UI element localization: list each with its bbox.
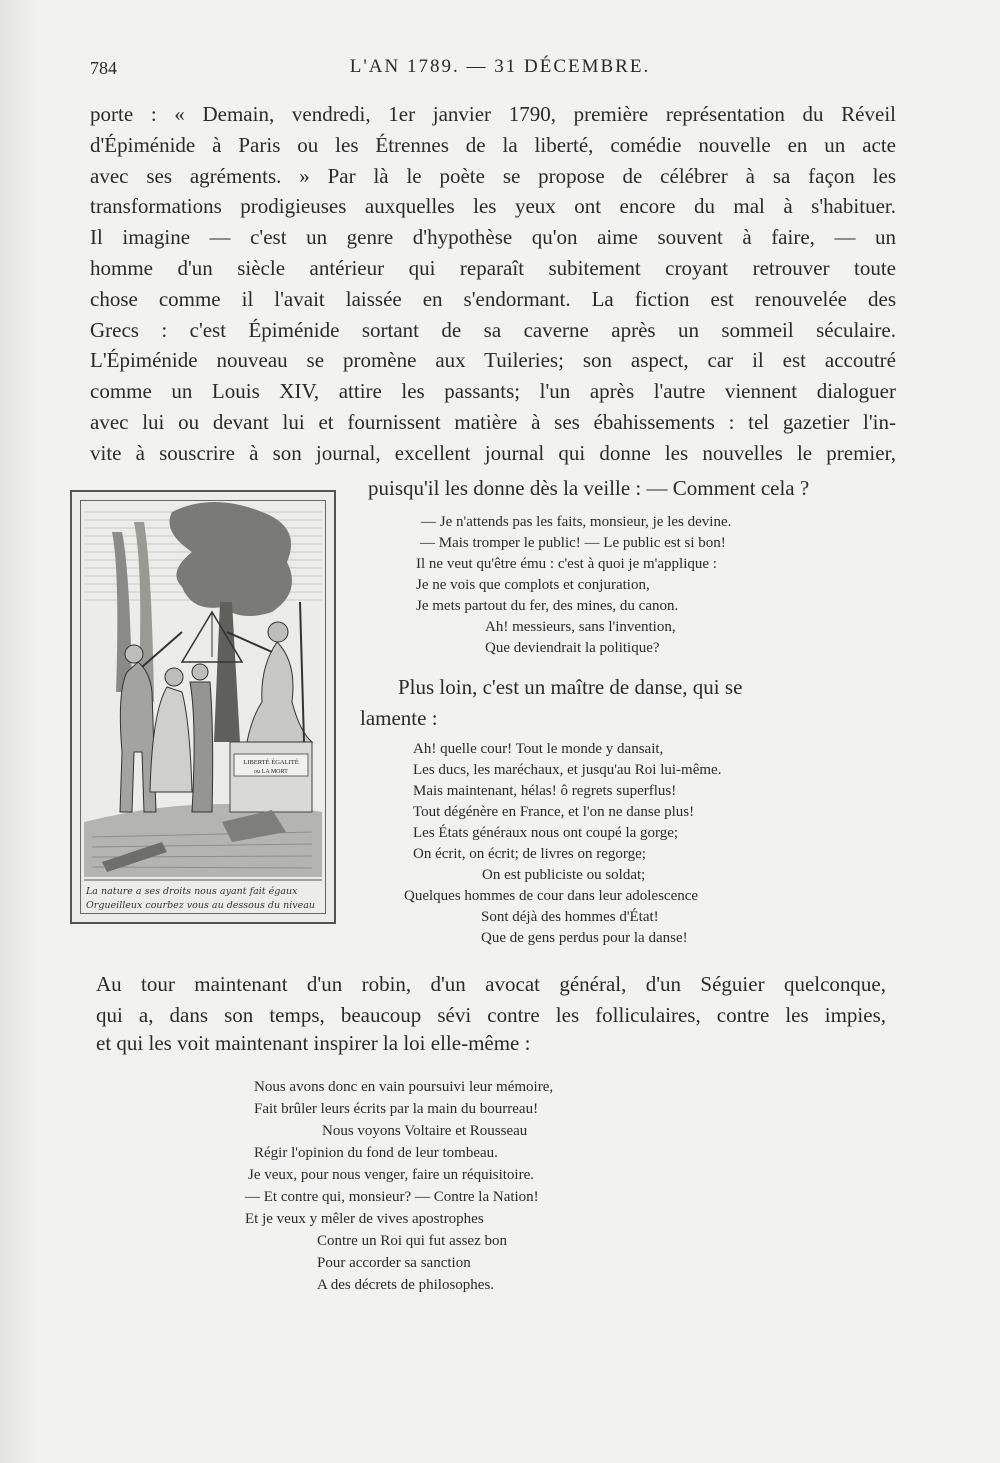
verse-line: Et je veux y mêler de vives apostrophes <box>245 1211 484 1227</box>
verse-line: Quelques hommes de cour dans leur adolescence <box>404 888 699 904</box>
verse-line: Les États généraux nous ont coupé la gorge; <box>413 825 679 841</box>
paragraph-line: transformations prodigieuses auxquelles les yeux ont encore du mal à s'habituer. <box>90 194 896 219</box>
plinth-inscription-1: LIBERTÉ ÉGALITÉ <box>243 759 299 766</box>
paragraph-line: Au tour maintenant d'un robin, d'un avocat général, d'un Séguier quelconque, <box>96 972 886 996</box>
paragraph-line: d'Épiménide à Paris ou les Étrennes de la liberté, comédie nouvelle en un acte <box>90 132 896 157</box>
caption-line: Orgueilleux courbez vous au dessous du niveau <box>86 900 316 911</box>
engraving-illustration <box>70 490 336 924</box>
paragraph-line: vite à souscrire à son journal, excellent journal qui donne les nouvelles le premier, <box>90 440 896 465</box>
paragraph-line: Il imagine — c'est un genre d'hypothèse qu'on aime souvent à faire, — un <box>90 225 896 250</box>
paragraph-1 <box>90 99 896 469</box>
verse-line: Sont déjà des hommes d'État! <box>481 909 659 925</box>
verse-line: A des décrets de philosophes. <box>317 1277 495 1293</box>
verse-line: Contre un Roi qui fut assez bon <box>317 1233 507 1249</box>
verse-line: On est publiciste ou soldat; <box>482 867 646 883</box>
verse-line: Que de gens perdus pour la danse! <box>481 930 688 946</box>
paragraph-2-line-2: lamente : <box>360 706 438 730</box>
verse-line: — Et contre qui, monsieur? — Contre la Nation! <box>245 1189 539 1205</box>
binding-shadow <box>0 0 40 1463</box>
verse-line: Les ducs, les maréchaux, et jusqu'au Roi lui-même. <box>413 762 722 778</box>
running-head: L'AN 1789. — 31 DÉCEMBRE. <box>349 56 651 77</box>
verse-line: Nous avons donc en vain poursuivi leur mémoire, <box>254 1079 554 1095</box>
verse-line: Régir l'opinion du fond de leur tombeau. <box>254 1145 498 1161</box>
verse-line: On écrit, on écrit; de livres on regorge; <box>413 846 646 862</box>
paragraph-3 <box>96 969 886 1031</box>
paragraph-line: Grecs : c'est Épiménide sortant de sa caverne après un sommeil séculaire. <box>90 317 896 342</box>
paragraph-line: comme un Louis XIV, attire les passants; l'un après l'autre viennent dialoguer <box>90 379 896 404</box>
engraving-artwork <box>72 492 334 922</box>
paragraph-2-line-1: Plus loin, c'est un maître de danse, qui se <box>398 675 743 699</box>
verse-line: Mais maintenant, hélas! ô regrets superflus! <box>413 783 677 799</box>
verse-line: Fait brûler leurs écrits par la main du bourreau! <box>254 1101 539 1117</box>
paragraph-line: qui a, dans son temps, beaucoup sévi contre les folliculaires, contre les impies, <box>96 1002 886 1027</box>
verse-line: — Je n'attends pas les faits, monsieur, je les devine. <box>421 514 732 530</box>
caption-line: La nature a ses droits nous ayant fait égaux <box>86 886 298 897</box>
verse-line: Je veux, pour nous venger, faire un réquisitoire. <box>248 1167 534 1183</box>
paragraph-3-last-line: et qui les voit maintenant inspirer la loi elle-même : <box>96 1031 531 1055</box>
verse-line: Nous voyons Voltaire et Rousseau <box>322 1123 528 1139</box>
verse-line: Pour accorder sa sanction <box>317 1255 471 1271</box>
plinth-inscription-2: ou LA MORT <box>254 769 288 775</box>
page-number: 784 <box>90 58 117 78</box>
verse-line: Ah! messieurs, sans l'invention, <box>485 619 676 635</box>
paragraph-line: avec lui ou devant lui et fournissent matière à ses ébahissements : tel gazetier l'in- <box>90 409 896 434</box>
paragraph-line: chose comme il l'avait laissée en s'endormant. La fiction est renouvelée des <box>90 286 896 311</box>
verse-line: Ah! quelle cour! Tout le monde y dansait, <box>413 741 664 757</box>
verse-line: Je ne vois que complots et conjuration, <box>416 577 650 593</box>
verse-line: Tout dégénère en France, et l'on ne danse plus! <box>413 804 695 820</box>
paragraph-line: porte : « Demain, vendredi, 1er janvier 1790, première représentation du Réveil <box>90 102 896 126</box>
engraving-caption <box>86 885 324 913</box>
paragraph-line: avec ses agréments. » Par là le poète se propose de célébrer à sa façon les <box>90 163 896 188</box>
verse-line: Il ne veut qu'être ému : c'est à quoi je m'applique : <box>416 556 717 572</box>
verse-line: Que deviendrait la politique? <box>485 640 660 656</box>
paragraph-line: homme d'un siècle antérieur qui reparaît subitement croyant retrouver toute <box>90 255 896 280</box>
verse-line: Je mets partout du fer, des mines, du canon. <box>416 598 679 614</box>
paragraph-line: L'Épiménide nouveau se promène aux Tuileries; son aspect, car il est accoutré <box>90 348 896 373</box>
paragraph-1-last-line: puisqu'il les donne dès la veille : — Comment cela ? <box>368 476 810 500</box>
verse-line: — Mais tromper le public! — Le public est si bon! <box>420 535 726 551</box>
